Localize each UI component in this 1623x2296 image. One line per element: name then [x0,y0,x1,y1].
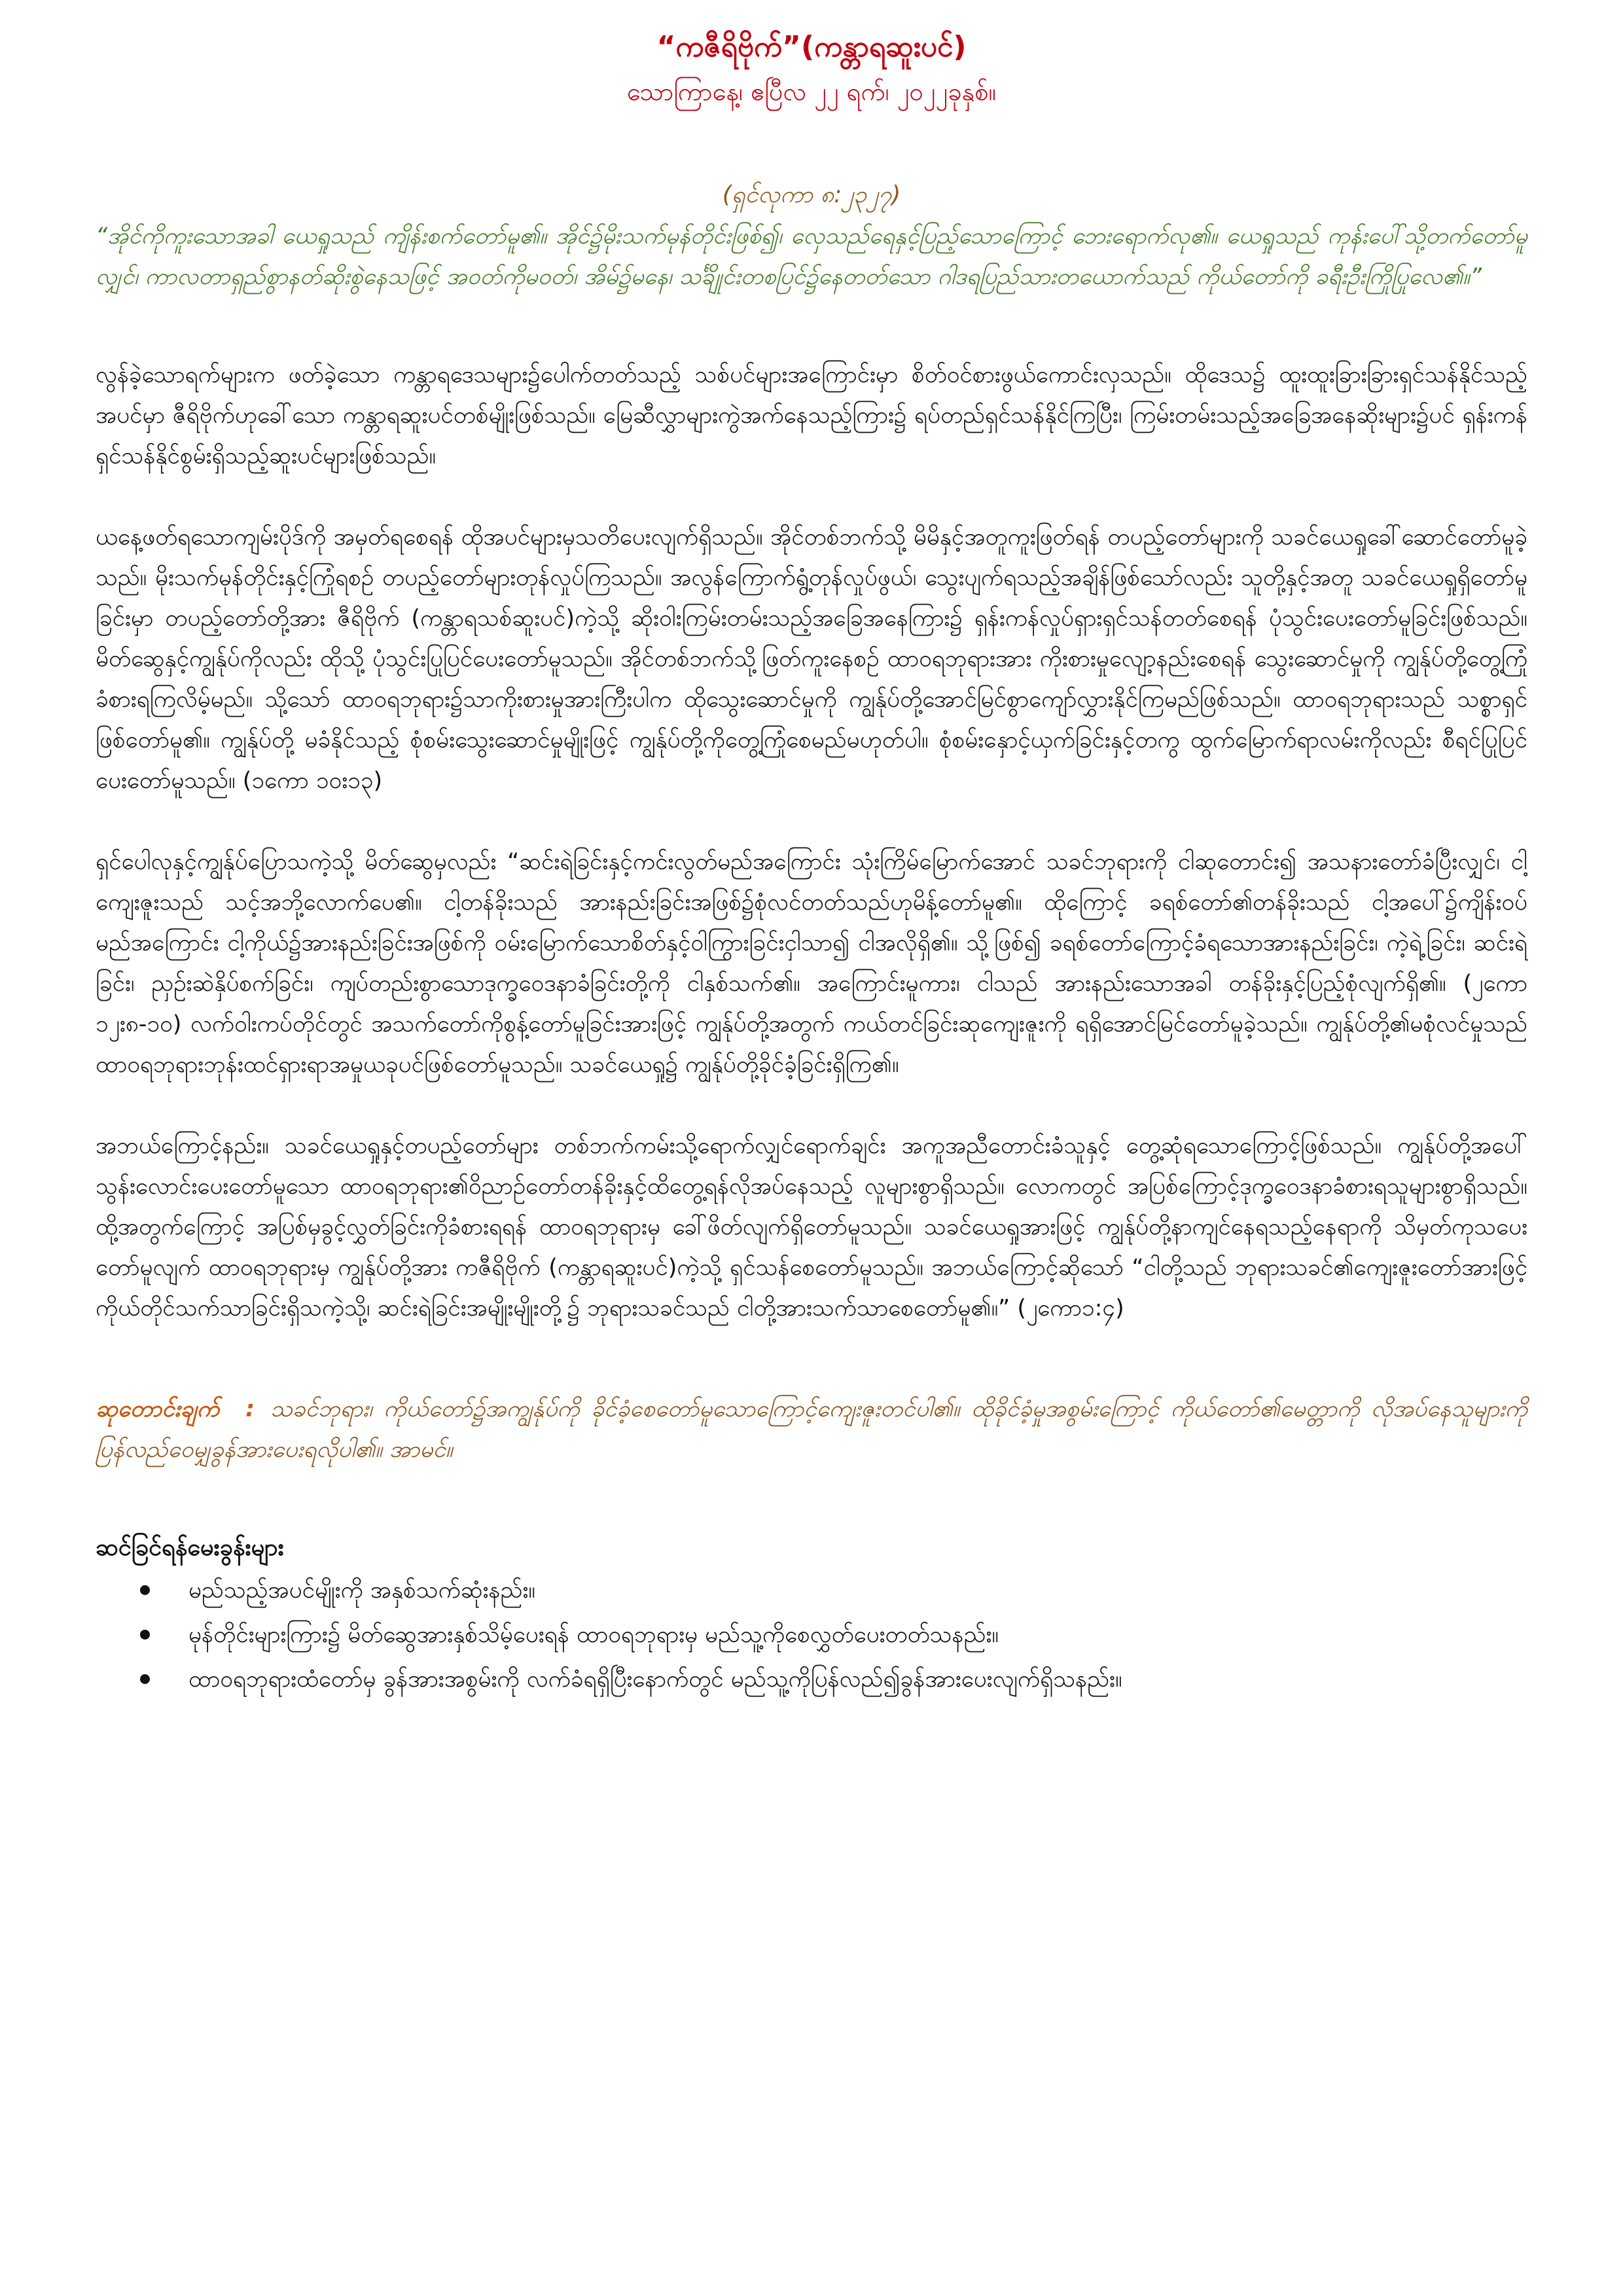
body-paragraph-1: လွန်ခဲ့သောရက်များက ဖတ်ခဲ့သော ကန္တာရဒေသများ၌ပေါက်တတ်သည့် သစ်ပင်များအကြောင်းမှာ စိတ်ဝင်စားဖွယ်ကောင်းလှသည်။ ထိုဒေသ၌ ထူးထူးခြားခြားရှင်သန်နိုင်သည့်အပင်မှာ ဇီရိဗိုက်ဟုခေါ်သော ကန္တာရဆူးပင်တစ်မျိုးဖြစ်သည်။ မြေဆီလွှာများကွဲအက်နေသည့်ကြား၌ ရပ်တည်ရှင်သန်နိုင်ကြပြီး၊ ကြမ်းတမ်းသည့်အခြေအနေဆိုးများ၌ပင် ရှန်းကန်ရှင်သန်နိုင်စွမ်းရှိသည့်ဆူးပင်များဖြစ်သည်။ [96,362,1527,469]
questions-list [96,1568,1527,1702]
bullet-icon [140,1630,150,1640]
prayer-text: သခင်ဘုရား၊ ကိုယ်တော်၌အကျွန်ုပ်ကို ခိုင်ခံ့စေတော်မူသောကြောင့်ကျေးဇူးတင်ပါ၏။ ထိုခိုင်ခံ့မှုအစွမ်းကြောင့် ကိုယ်တော်၏မေတ္တာကို လိုအပ်နေသူများကို ပြန်လည်ဝေမျှခွန်အားပေးရလိုပါ၏။ အာမင်။ [96,1396,1527,1463]
questions-heading: ဆင်ခြင်ရန်မေးခွန်းများ [96,1534,284,1561]
scripture-reference: (ရှင်လုကာ ၈:၂၃၂၇) [722,181,901,208]
bullet-icon [140,1585,150,1595]
body-paragraph-3: ရှင်ပေါလုနှင့်ကျွန်ုပ်ပြောသကဲ့သို့ မိတ်ဆွေမှလည်း “ဆင်းရဲခြင်းနှင့်ကင်းလွတ်မည်အကြောင်း သုံးကြိမ်မြောက်အောင် သခင်ဘုရားကို ငါဆုတောင်း၍ အသနားတော်ခံပြီးလျှင်၊ ငါ့ကျေးဇူးသည် သင့်အဘို့လောက်ပေ၏။ ငါ့တန်ခိုးသည် အားနည်းခြင်းအဖြစ်၌စုံလင်တတ်သည်ဟုမိန့်တော်မူ၏။ ထိုကြောင့် ခရစ်တော်၏တန်ခိုးသည် ငါ့အပေါ်၌ကျိန်းဝပ်မည်အကြောင်း ငါ့ကိုယ်၌အားနည်းခြင်းအဖြစ်ကို ဝမ်းမြောက်သောစိတ်နှင့်ဝါကြွားခြင်းငှါသာ၍ ငါအလိုရှိ၏။ သို့ဖြစ်၍ ခရစ်တော်ကြောင့်ခံရသောအားနည်းခြင်း၊ ကဲ့ရဲ့ခြင်း၊ ဆင်းရဲခြင်း၊ ညှဉ်းဆဲနှိပ်စက်ခြင်း၊ ကျပ်တည်းစွာသောဒုက္ခဝေဒနာခံခြင်းတို့ကို ငါနှစ်သက်၏။ အကြောင်းမူကား၊ ငါသည် အားနည်းသောအခါ တန်ခိုးနှင့်ပြည့်စုံလျက်ရှိ၏။ (၂ကော ၁၂း၈-၁၀) လက်ဝါးကပ်တိုင်တွင် အသက်တော်ကိုစွန့်တော်မူခြင်းအားဖြင့် ကျွန်ုပ်တို့အတွက် ကယ်တင်ခြင်းဆုကျေးဇူးကို ရရှိအောင်မြင်တော်မူခဲ့သည်။ ကျွန်ုပ်တို့၏မစုံလင်မှုသည် ထာဝရဘုရားဘုန်းထင်ရှားရာအမှုယခုပင်ဖြစ်တော်မူသည်။ သခင်ယေရှု၌ ကျွန်ုပ်တို့ခိုင်ခံ့ခြင်းရှိကြ၏။ [96,849,1527,1078]
question-text: မည်သည့်အပင်မျိုးကို အနှစ်သက်ဆုံးနည်း။ [188,1577,535,1604]
list-item [128,1657,1527,1702]
scripture-text: “အိုင်ကိုကူးသောအခါ ယေရှုသည် ကျိန်းစက်တော်မူ၏။ အိုင်၌မိုးသက်မုန်တိုင်းဖြစ်၍၊ လှေသည်ရေနှင့်ပြည့်သောကြောင့် ဘေးရောက်လု၏။ ယေရှုသည် ကုန်းပေါ်သို့တက်တော်မူလျှင်၊ ကာလတာရှည်စွာနတ်ဆိုးစွဲနေသဖြင့် အဝတ်ကိုမဝတ်၊ အိမ်၌မနေ၊ သင်္ချိုင်းတစပြင်၌နေတတ်သော ဂါဒရပြည်သားတယောက်သည် ကိုယ်တော်ကို ခရီးဦးကြိုပြုလေ၏။” [96,223,1527,290]
prayer-block [96,1389,1527,1470]
list-item [128,1568,1527,1613]
body-paragraph-2: ယနေ့ဖတ်ရသောကျမ်းပိုဒ်ကို အမှတ်ရစေရန် ထိုအပင်များမှသတိပေးလျက်ရှိသည်။ အိုင်တစ်ဘက်သို့ မိမိနှင့်အတူကူးဖြတ်ရန် တပည့်တော်များကို သခင်ယေရှုခေါ်ဆောင်တော်မူခဲ့သည်။ မိုးသက်မုန်တိုင်းနှင့်ကြုံရစဉ် တပည့်တော်များတုန်လှုပ်ကြသည်။ အလွန်ကြောက်ရွံ့တုန်လှုပ်ဖွယ်၊ သွေးပျက်ရသည့်အချိန်ဖြစ်သော်လည်း သူတို့နှင့်အတူ သခင်ယေရှုရှိတော်မူခြင်းမှာ တပည့်တော်တို့အား ဇီရိဗိုက် (ကန္တာရသစ်ဆူးပင်)ကဲ့သို့ ဆိုးဝါးကြမ်းတမ်းသည့်အခြေအနေကြား၌ ရှန်းကန်လှုပ်ရှားရှင်သန်တတ်စေရန် ပုံသွင်းပေးတော်မူခြင်းဖြစ်သည်။ မိတ်ဆွေနှင့်ကျွန်ုပ်ကိုလည်း ထိုသို့ ပုံသွင်းပြုပြင်ပေးတော်မူသည်။ အိုင်တစ်ဘက်သို့ဖြတ်ကူးနေစဉ် ထာဝရဘုရားအား ကိုးစားမှုလျော့နည်းစေရန် သွေးဆောင်မှုကို ကျွန်ုပ်တို့တွေ့ကြုံခံစားရကြလိမ့်မည်။ သို့သော် ထာဝရဘုရား၌သာကိုးစားမှုအားကြီးပါက ထိုသွေးဆောင်မှုကို ကျွန်ုပ်တို့အောင်မြင်စွာကျော်လွှားနိုင်ကြမည်ဖြစ်သည်။ ထာဝရဘုရားသည် သစ္စာရှင်ဖြစ်တော်မူ၏။ ကျွန်ုပ်တို့ မခံနိုင်သည့် စုံစမ်းသွေးဆောင်မှုမျိုးဖြင့် ကျွန်ုပ်တို့ကိုတွေ့ကြုံစေမည်မဟုတ်ပါ။ စုံစမ်းနှောင့်ယှက်ခြင်းနှင့်တကွ ထွက်မြောက်ရာလမ်းကိုလည်း စီရင်ပြုပြင်ပေးတော်မူသည်။ (၁ကော ၁၀း၁၃) [96,524,1527,794]
prayer-colon: : [245,1396,255,1422]
list-item [128,1613,1527,1657]
page-title: “ကဇီရိဗိုက်”(ကန္တာရဆူးပင်) [656,30,967,63]
question-text: ထာဝရဘုရားထံတော်မှ ခွန်အားအစွမ်းကို လက်ခံရရှိပြီးနောက်တွင် မည်သူ့ကိုပြန်လည်၍ခွန်အားပေးလျက်ရှိသနည်း။ [188,1666,1122,1693]
question-text: မုန်တိုင်းများကြား၌ မိတ်ဆွေအားနှစ်သိမ့်ပေးရန် ထာဝရဘုရားမှ မည်သူ့ကိုစေလွှတ်ပေးတတ်သနည်း။ [188,1622,999,1648]
body-paragraph-4: အဘယ်ကြောင့်နည်း။ သခင်ယေရှုနှင့်တပည့်တော်များ တစ်ဘက်ကမ်းသို့ရောက်လျှင်ရောက်ချင်း အကူအညီတောင်းခံသူနှင့် တွေ့ဆုံရသောကြောင့်ဖြစ်သည်။ ကျွန်ုပ်တို့အပေါ် သွန်းလောင်းပေးတော်မူသော ထာဝရဘုရား၏ဝိညာဉ်တော်တန်ခိုးနှင့်ထိတွေ့ရန်လိုအပ်နေသည့် လူများစွာရှိသည်။ လောကတွင် အပြစ်ကြောင့်ဒုက္ခဝေဒနာခံစားရသူများစွာရှိသည်။ ထို့အတွက်ကြောင့် အပြစ်မှခွင့်လွှတ်ခြင်းကိုခံစားရရန် ထာဝရဘုရားမှ ခေါ်ဖိတ်လျက်ရှိတော်မူသည်။ သခင်ယေရှုအားဖြင့် ကျွန်ုပ်တို့နာကျင်နေရသည့်နေရာကို သိမှတ်ကုသပေးတော်မူလျက် ထာဝရဘုရားမှ ကျွန်ုပ်တို့အား ကဇီရိဗိုက် (ကန္တာရဆူးပင်)ကဲ့သို့ ရှင်သန်စေတော်မူသည်။ အဘယ်ကြောင့်ဆိုသော် “ငါတို့သည် ဘုရားသခင်၏ကျေးဇူးတော်အားဖြင့် ကိုယ်တိုင်သက်သာခြင်းရှိသကဲ့သို့၊ ဆင်းရဲခြင်းအမျိုးမျိုးတို့၌ ဘုရားသခင်သည် ငါတို့အားသက်သာစေတော်မူ၏။” (၂ကော၁:၄) [96,1133,1527,1321]
bullet-icon [140,1674,150,1684]
prayer-label: ဆုတောင်းချက် [96,1396,220,1422]
date-line: သောကြာနေ့၊ ဧပြီလ ၂၂ ရက်၊ ၂၀၂၂ခုနှစ်။ [627,77,996,106]
